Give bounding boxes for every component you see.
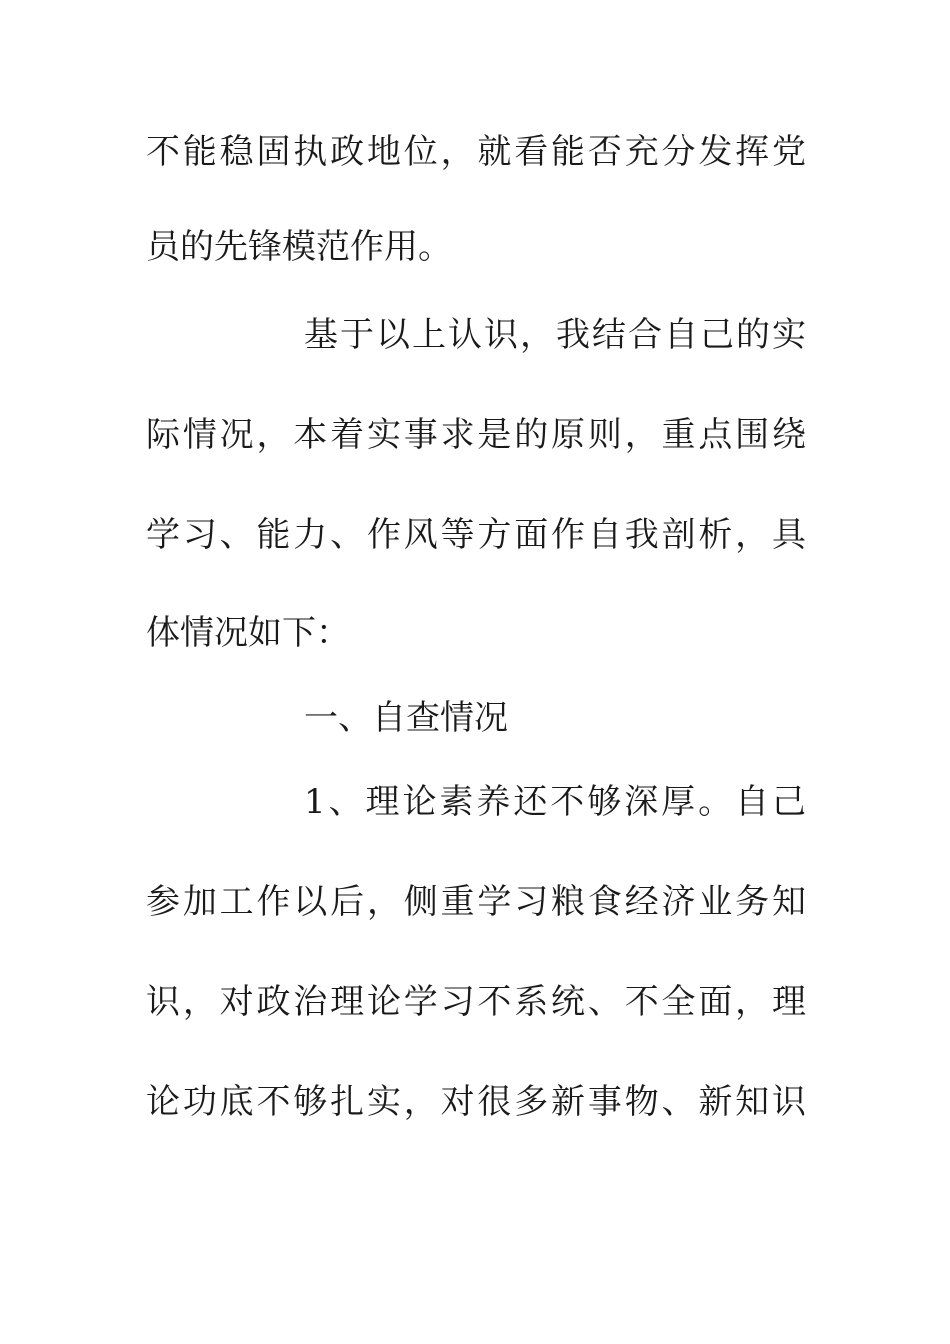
paragraph-start-line-3: 基于以上认识，我结合自己的实 [304,315,806,355]
body-line-2: 员的先锋模范作用。 [146,227,452,267]
body-line-5: 学习、能力、作风等方面作自我剖析，具 [146,515,806,555]
body-line-11: 论功底不够扎实，对很多新事物、新知识 [146,1082,806,1122]
body-line-4: 际情况，本着实事求是的原则，重点围绕 [146,415,806,455]
paragraph-start-line-8: 1、理论素养还不够深厚。自己 [304,782,806,822]
body-line-10: 识，对政治理论学习不系统、不全面，理 [146,982,806,1022]
body-line-9: 参加工作以后，侧重学习粮食经济业务知 [146,882,806,922]
section-heading: 一、自查情况 [304,698,508,738]
body-line-1: 不能稳固执政地位，就看能否充分发挥党 [146,132,806,172]
body-line-6: 体情况如下： [146,613,350,653]
